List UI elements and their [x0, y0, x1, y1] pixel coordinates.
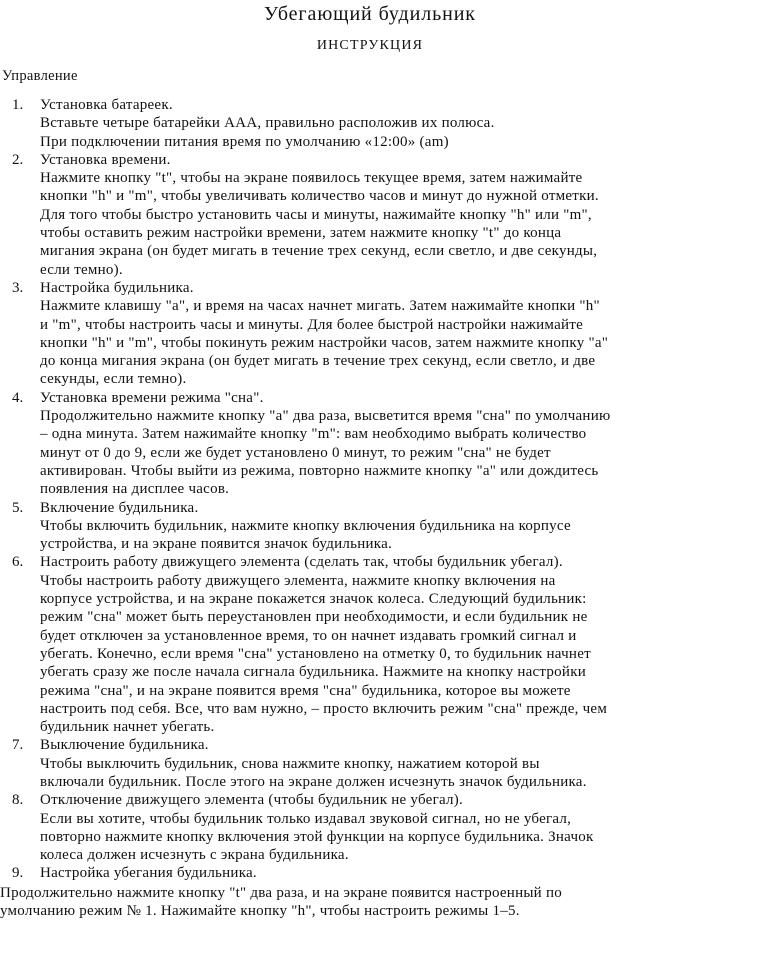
item-body: Чтобы настроить работу движущего элемента, нажмите кнопку включения на корпусе устройства, и на экране покажется значок колеса. Следующий будильник: режим "сна" может быть переустановлен при необходимости, и если будильник не будет отключен за установленное время, то он начнет издавать громкий сигнал и убегать. Конечно, если время "сна" установлено на отметку 0, то будильник начнет убегать сразу же после начала сигнала будильника. Нажмите на кнопку настройки режима "сна", и на экране появится время "сна" будильника, которое вы можете настроить под себя. Все, что вам нужно, – просто включить режим "сна" прежде, чем будильник начнет убегать.	[40, 572, 608, 736]
closing-paragraph: Продолжительно нажмите кнопку "t" два раза, и на экране появится настроенный по умолчанию режим № 1. Нажимайте кнопку "h", чтобы настроить режимы 1–5.	[0, 885, 562, 920]
item-title: Настроить работу движущего элемента (сделать так, чтобы будильник убегал).	[40, 554, 563, 571]
item-title: Настройка будильника.	[40, 279, 194, 296]
item-title: Установка времени.	[40, 151, 171, 168]
item-body: Вставьте четыре батарейки AAA, правильно расположив их полюса. При подключении питания время по умолчанию «12:00» (am)	[40, 115, 495, 150]
item-number: 5.	[12, 499, 24, 516]
document-subtitle: ИНСТРУКЦИЯ	[316, 38, 424, 53]
item-number: 8.	[12, 792, 24, 809]
item-title: Отключение движущего элемента (чтобы будильник не убегал).	[40, 792, 463, 809]
item-number: 2.	[12, 151, 24, 168]
item-body: Чтобы выключить будильник, снова нажмите кнопку, нажатием которой вы включали будильник. После этого на экране должен исчезнуть значок будильника.	[40, 755, 587, 790]
item-title: Установка времени режима "сна".	[40, 389, 264, 406]
item-number: 3.	[12, 279, 24, 296]
instruction-item-5	[0, 499, 740, 554]
instruction-item-3	[0, 279, 740, 389]
instruction-item-4	[0, 389, 740, 499]
instruction-item-9	[0, 864, 740, 882]
item-number: 6.	[12, 554, 24, 571]
item-number: 9.	[12, 865, 24, 882]
section-heading: Управление	[2, 68, 78, 84]
item-body: Продолжительно нажмите кнопку "a" два раза, высветится время "сна" по умолчанию – одна минута. Затем нажимайте кнопку "m": вам необходимо выбрать количество минут от 0 до 9, если же будет установлено 0 минут, то режим "сна" не будет активирован. Чтобы выйти из режима, повторно нажмите кнопку "a" или дождитесь появления на дисплее часов.	[40, 408, 611, 498]
item-number: 1.	[12, 97, 24, 113]
document-title: Убегающий будильник	[264, 3, 476, 25]
instruction-item-2	[0, 151, 740, 279]
item-title: Настройка убегания будильника.	[40, 865, 257, 882]
item-body: Если вы хотите, чтобы будильник только издавал звуковой сигнал, но не убегал, повторно нажмите кнопку включения этой функции на корпусе будильника. Значок колеса должен исчезнуть с экрана будильника.	[40, 810, 594, 864]
item-body: Нажмите клавишу "a", и время на часах начнет мигать. Затем нажимайте кнопки "h" и "m", чтобы настроить часы и минуты. Для более быстрой настройки нажимайте кнопки "h" и "m", чтобы покинуть режим настройки часов, затем нажмите кнопку "a" до конца мигания экрана (он будет мигать в течение трех секунд, если светло, и две секунды, если темно).	[40, 298, 609, 388]
instruction-item-8	[0, 791, 740, 864]
instruction-item-7	[0, 736, 740, 791]
item-title: Включение будильника.	[40, 499, 199, 516]
item-title: Установка батареек.	[40, 97, 173, 113]
item-number: 4.	[12, 389, 24, 406]
instruction-item-1	[0, 96, 740, 151]
instruction-item-6	[0, 553, 740, 736]
instruction-list	[0, 96, 740, 883]
item-title: Выключение будильника.	[40, 737, 209, 754]
item-number: 7.	[12, 737, 24, 754]
item-body: Чтобы включить будильник, нажмите кнопку включения будильника на корпусе устройства, и на экране появится значок будильника.	[40, 517, 571, 553]
item-body: Нажмите кнопку "t", чтобы на экране появилось текущее время, затем нажимайте кнопки "h" и "m", чтобы увеличивать количество часов и минут до нужной отметки. Для того чтобы быстро установить часы и минуты, нажимайте кнопку "h" или "m", чтобы оставить режим настройки времени, затем нажмите кнопку "t" до конца мигания экрана (он будет мигать в течение трех секунд, если светло, и две секунды, если темно).	[40, 170, 599, 278]
